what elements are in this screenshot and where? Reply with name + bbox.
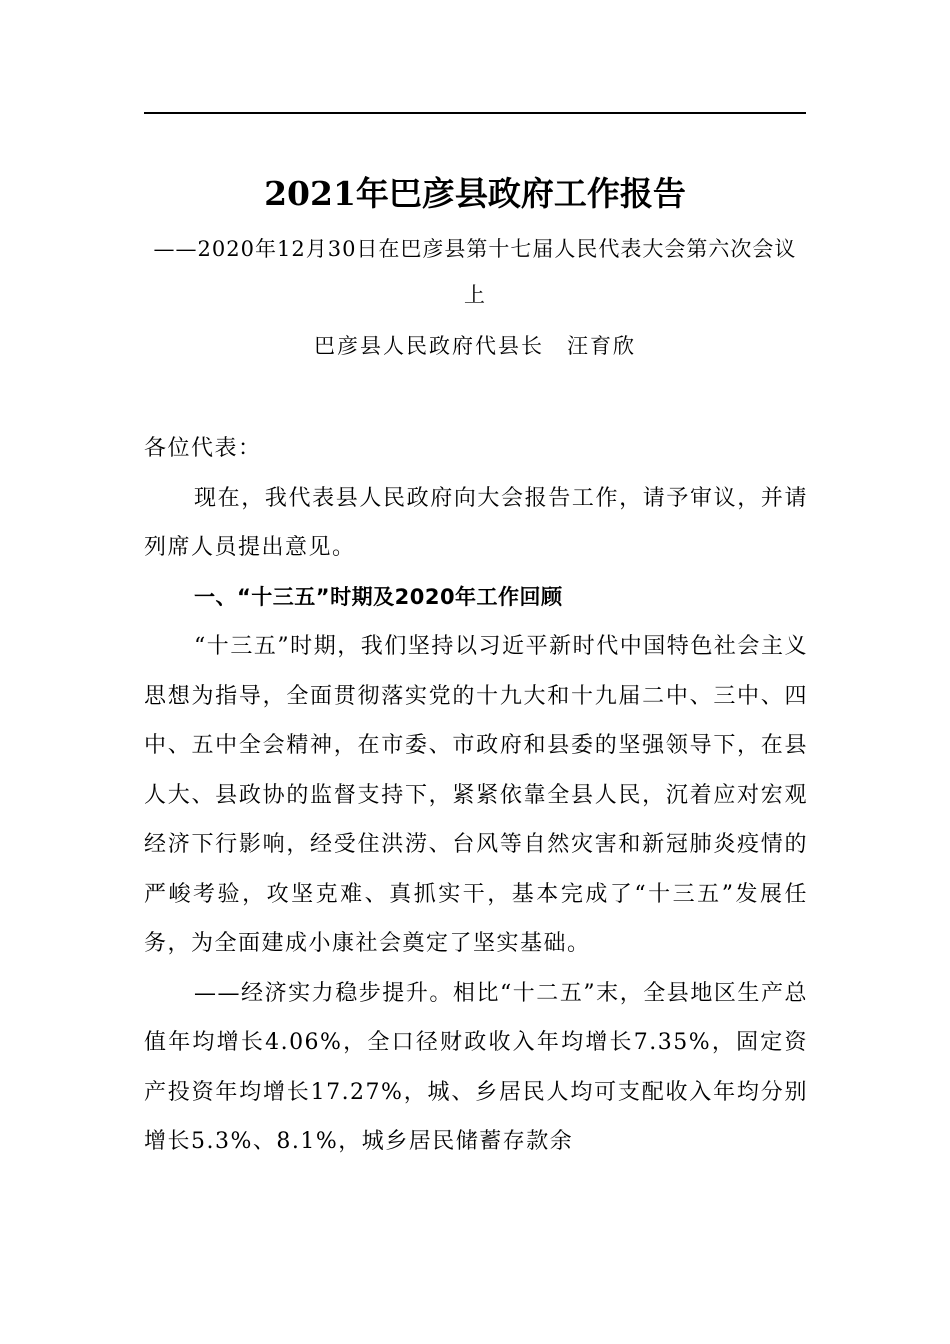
document-subtitle: ——2020年12月30日在巴彦县第十七届人民代表大会第六次会议上 [153, 237, 797, 307]
paragraph: “十三五”时期，我们坚持以习近平新时代中国特色社会主义思想为指导，全面贯彻落实党的十九大和十九届二中、三中、四中、五中全会精神，在市委、市政府和县委的坚强领导下，在县人大、县政协的监督支持下，紧紧依靠全县人民，沉着应对宏观经济下行影响，经受住洪涝、台风等自然灾害和新冠肺炎疫情的严峻考验，攻坚克难、真抓实干，基本完成了“十三五”发展任务，为全面建成小康社会奠定了坚实基础。 [144, 634, 808, 956]
header-rule [144, 112, 806, 114]
salutation: 各位代表： [144, 436, 262, 461]
document-author: 巴彦县人民政府代县长 汪育欣 [314, 334, 636, 358]
document-body [144, 424, 808, 1167]
paragraph: ——经济实力稳步提升。相比“十二五”末，全县地区生产总值年均增长4.06%，全口径财政收入年均增长7.35%，固定资产投资年均增长17.27%，城、乡居民人均可支配收入年均分别增长5.3%、8.1%，城乡居民储蓄存款余 [144, 980, 808, 1154]
document-title: 2021年巴彦县政府工作报告 [264, 174, 686, 213]
paragraph: 现在，我代表县人民政府向大会报告工作，请予审议，并请列席人员提出意见。 [144, 485, 808, 560]
section-heading: 一、“十三五”时期及2020年工作回顾 [194, 584, 563, 609]
